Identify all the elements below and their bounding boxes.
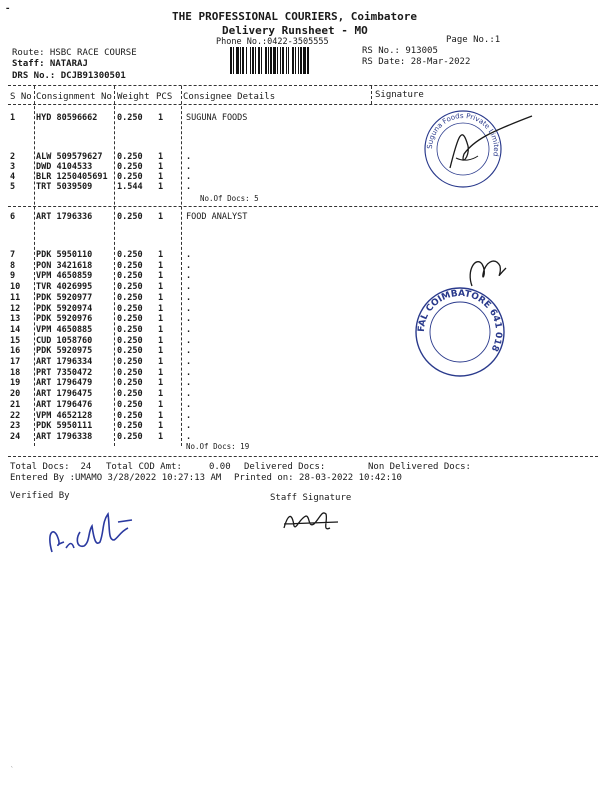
row-10-weight: 0.250 [117, 282, 143, 293]
row-16-consignment: PDK 5920975 [36, 346, 93, 357]
row-9-pcs: 1 [158, 271, 164, 282]
row-16-details: . [186, 346, 192, 357]
document-title: Delivery Runsheet - MO [222, 24, 368, 37]
entered-by: Entered By :UMAMO 3/28/2022 10:27:13 AM [10, 473, 222, 483]
row-17-weight: 0.250 [117, 357, 143, 367]
row-15-details: . [186, 335, 192, 346]
barcode [230, 47, 354, 74]
table-bottom-rule [8, 456, 598, 457]
row-8-weight: 0.250 [117, 260, 143, 271]
scan-mark: ` [10, 766, 15, 774]
row-11-weight: 0.250 [117, 292, 143, 303]
row-21-sno: 21 [10, 399, 21, 410]
row-16-sno: 16 [10, 346, 21, 357]
printed-on: Printed on: 28-03-2022 10:42:10 [234, 473, 402, 483]
row-6-consignment: ART 1796336 [36, 212, 93, 222]
row-23-consignment: PDK 5950111 [36, 421, 93, 432]
row-12-weight: 0.250 [117, 303, 143, 314]
row-7-weight: 0.250 [117, 250, 143, 260]
row-7-sno: 7 [10, 250, 16, 260]
row-2-sno: 2 [10, 152, 16, 162]
lab-seal-stamp [410, 250, 520, 384]
non-delivered-docs: Non Delivered Docs: [368, 462, 471, 472]
svg-text:Suguna Foods Private Limited: Suguna Foods Private Limited [425, 111, 501, 157]
row-17-sno: 17 [10, 357, 21, 367]
row-13-consignment: PDK 5920976 [36, 314, 93, 325]
route: Route: HSBC RACE COURSE [12, 48, 137, 58]
total-docs: Total Docs: 24 [10, 462, 92, 472]
svg-text:FAL COIMBATORE 641 018: FAL COIMBATORE 641 018 [416, 288, 504, 353]
row-5-details: . [186, 182, 192, 192]
row-4-consignment: BLR 1250405691 [36, 172, 108, 182]
row-20-details: . [186, 389, 192, 400]
row-20-sno: 20 [10, 389, 21, 400]
row-9-sno: 9 [10, 271, 16, 282]
row-7-details: . [186, 250, 192, 260]
row-3-consignment: DWD 4104533 [36, 162, 93, 172]
row-22-sno: 22 [10, 410, 21, 421]
row-18-sno: 18 [10, 367, 21, 378]
row-4-weight: 0.250 [117, 172, 143, 182]
row-8-consignment: PON 3421618 [36, 260, 93, 271]
staff-name: Staff: NATARAJ [12, 59, 88, 69]
row-4-sno: 4 [10, 172, 16, 182]
row-22-pcs: 1 [158, 410, 164, 421]
row-5-pcs: 1 [158, 182, 164, 192]
verified-by-label: Verified By [10, 491, 70, 501]
row-12-details: . [186, 303, 192, 314]
row-13-pcs: 1 [158, 314, 164, 325]
row-10-details: . [186, 282, 192, 293]
row-17-details: . [186, 357, 192, 367]
col-divider [371, 86, 372, 104]
row-12-consignment: PDK 5920974 [36, 303, 93, 314]
rs-number: RS No.: 913005 [362, 46, 438, 56]
row-19-pcs: 1 [158, 378, 164, 389]
col-header-signature: Signature [375, 90, 424, 100]
row-1-details: SUGUNA FOODS [186, 113, 248, 123]
row-4-pcs: 1 [158, 172, 164, 182]
row-16-weight: 0.250 [117, 346, 143, 357]
col-divider [34, 86, 35, 446]
row-1-weight: 0.250 [117, 113, 143, 123]
row-17-consignment: ART 1796334 [36, 357, 93, 367]
row-11-consignment: PDK 5920977 [36, 292, 93, 303]
row-12-pcs: 1 [158, 303, 164, 314]
row-10-consignment: TVR 4026995 [36, 282, 93, 293]
row-3-pcs: 1 [158, 162, 164, 172]
row-20-consignment: ART 1796475 [36, 389, 93, 400]
row-11-details: . [186, 292, 192, 303]
row-5-weight: 1.544 [117, 182, 143, 192]
row-20-pcs: 1 [158, 389, 164, 400]
row-1-pcs: 1 [158, 113, 164, 123]
row-9-weight: 0.250 [117, 271, 143, 282]
row-23-weight: 0.250 [117, 421, 143, 432]
col-divider [181, 86, 182, 446]
row-22-weight: 0.250 [117, 410, 143, 421]
corner-mark: - [5, 4, 11, 14]
row-21-consignment: ART 1796476 [36, 399, 93, 410]
row-13-weight: 0.250 [117, 314, 143, 325]
phone-number: Phone No.:0422-3505555 [216, 37, 329, 47]
row-15-sno: 15 [10, 335, 21, 346]
group-2-doc-count: No.Of Docs: 19 [186, 442, 250, 451]
row-22-consignment: VPM 4652128 [36, 410, 93, 421]
row-2-pcs: 1 [158, 152, 164, 162]
row-15-pcs: 1 [158, 335, 164, 346]
row-14-weight: 0.250 [117, 324, 143, 335]
row-18-pcs: 1 [158, 367, 164, 378]
total-cod-amount: Total COD Amt: 0.00 [106, 462, 231, 472]
company-name: THE PROFESSIONAL COURIERS, Coimbatore [172, 10, 418, 23]
row-14-pcs: 1 [158, 324, 164, 335]
row-8-pcs: 1 [158, 260, 164, 271]
row-12-sno: 12 [10, 303, 21, 314]
row-23-details: . [186, 421, 192, 432]
row-23-pcs: 1 [158, 421, 164, 432]
row-21-details: . [186, 399, 192, 410]
company-seal-stamp [420, 106, 540, 192]
row-8-details: . [186, 260, 192, 271]
col-header-pcs: PCS [156, 92, 173, 102]
drs-number: DRS No.: DCJB91300501 [12, 71, 126, 81]
staff-signature-label: Staff Signature [270, 493, 352, 503]
row-13-details: . [186, 314, 192, 325]
row-18-consignment: PRT 7350472 [36, 367, 93, 378]
col-divider [114, 86, 115, 446]
row-13-sno: 13 [10, 314, 21, 325]
staff-signature [278, 504, 348, 538]
row-11-sno: 11 [10, 292, 21, 303]
col-header-consignee: Consignee Details [183, 92, 276, 102]
row-16-pcs: 1 [158, 346, 164, 357]
row-14-consignment: VPM 4650885 [36, 324, 93, 335]
verifier-signature [42, 502, 142, 562]
row-21-weight: 0.250 [117, 399, 143, 410]
col-header-sno: S No [10, 92, 32, 102]
row-18-details: . [186, 367, 192, 378]
row-21-pcs: 1 [158, 399, 164, 410]
row-19-weight: 0.250 [117, 378, 143, 389]
row-22-details: . [186, 410, 192, 421]
row-6-details: FOOD ANALYST [186, 212, 248, 222]
row-8-sno: 8 [10, 260, 16, 271]
row-6-sno: 6 [10, 212, 16, 222]
row-19-sno: 19 [10, 378, 21, 389]
row-24-sno: 24 [10, 431, 21, 442]
row-6-pcs: 1 [158, 212, 164, 222]
row-24-pcs: 1 [158, 431, 164, 442]
row-19-consignment: ART 1796479 [36, 378, 93, 389]
row-2-weight: 0.250 [117, 152, 143, 162]
row-9-consignment: VPM 4650859 [36, 271, 93, 282]
header-bottom-rule [8, 104, 598, 105]
col-header-consignment: Consignment No [36, 92, 112, 102]
row-10-pcs: 1 [158, 282, 164, 293]
col-header-weight: Weight [117, 92, 150, 102]
row-1-sno: 1 [10, 113, 16, 123]
row-5-sno: 5 [10, 182, 16, 192]
row-23-sno: 23 [10, 421, 21, 432]
row-11-pcs: 1 [158, 292, 164, 303]
row-1-consignment: HYD 80596662 [36, 113, 98, 123]
row-10-sno: 10 [10, 282, 21, 293]
row-3-weight: 0.250 [117, 162, 143, 172]
row-24-consignment: ART 1796338 [36, 431, 93, 442]
row-5-consignment: TRT 5039509 [36, 182, 93, 192]
row-2-consignment: ALW 509579627 [36, 152, 103, 162]
group-separator [8, 206, 598, 207]
row-15-consignment: CUD 1058760 [36, 335, 93, 346]
row-15-weight: 0.250 [117, 335, 143, 346]
row-2-details: . [186, 152, 192, 162]
delivered-docs: Delivered Docs: [244, 462, 326, 472]
page-number: Page No.:1 [446, 35, 501, 45]
row-9-details: . [186, 271, 192, 282]
row-19-details: . [186, 378, 192, 389]
row-7-consignment: PDK 5950110 [36, 250, 93, 260]
row-4-details: . [186, 172, 192, 182]
row-3-sno: 3 [10, 162, 16, 172]
row-24-weight: 0.250 [117, 431, 143, 442]
row-17-pcs: 1 [158, 357, 164, 367]
header-top-rule [8, 85, 598, 86]
row-18-weight: 0.250 [117, 367, 143, 378]
row-24-details: . [186, 431, 192, 442]
row-20-weight: 0.250 [117, 389, 143, 400]
row-6-weight: 0.250 [117, 212, 143, 222]
rs-date: RS Date: 28-Mar-2022 [362, 57, 471, 67]
group-1-doc-count: No.Of Docs: 5 [200, 194, 259, 203]
row-14-sno: 14 [10, 324, 21, 335]
row-14-details: . [186, 324, 192, 335]
row-3-details: . [186, 162, 192, 172]
row-7-pcs: 1 [158, 250, 164, 260]
